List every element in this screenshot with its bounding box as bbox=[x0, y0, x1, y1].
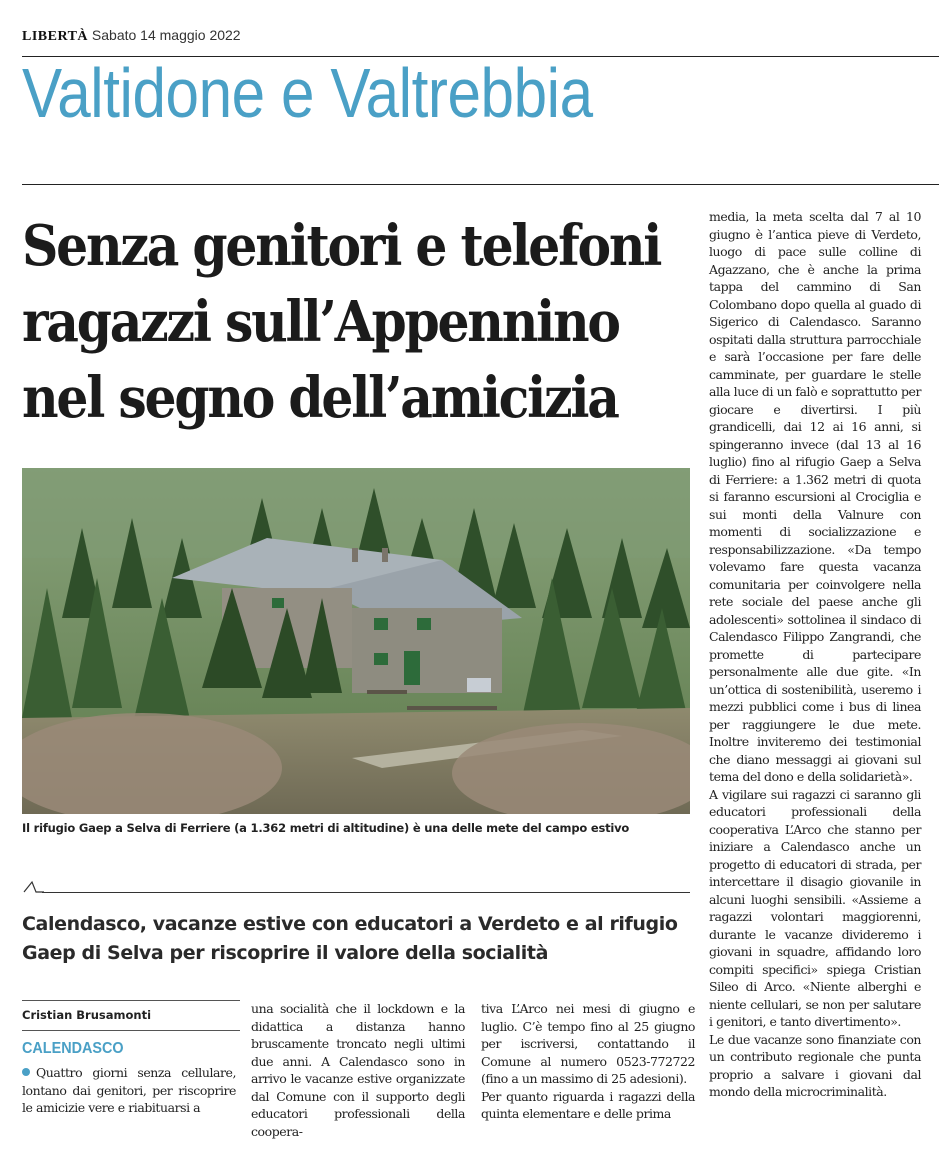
body-text: A vigilare sui ragazzi ci saranno gli educatori professionali della cooperativa L’Arco che stanno per iniziare a Calendasco anche un progetto di educatori di strada, per intercettare il disagio giovanile in alcuni luoghi sensibili. «Assieme a ragazzi volontari maggiorenni, durante le vacanze divideremo i giovani in squadre, affidando loro compiti specifici» spiega Cristian Sileo di Arco. «Niente alberghi e niente cellulari, se non per salutare i genitori, e tanto divertimento». bbox=[709, 786, 921, 1029]
bullet-icon bbox=[22, 1068, 30, 1076]
body-text: una socialità che il lockdown e la didattica a distanza hanno bruscamente troncato negli ultimi due anni. A Calendasco sono in arrivo le vacanze estive organizzate dal Comune con il supporto degli educatori professionali della coopera- bbox=[251, 1001, 465, 1139]
body-text: Quattro giorni senza cellulare, lontano dai genitori, per riscoprire le amicizie vere e riabituarsi a bbox=[22, 1065, 236, 1115]
mountain-refuge-photo-icon bbox=[22, 468, 690, 814]
headline-line: Senza genitori e telefoni bbox=[22, 213, 661, 279]
byline-rule bbox=[22, 1000, 240, 1001]
refuge-photo bbox=[22, 468, 690, 814]
body-text: tiva L’Arco nei mesi di giugno e luglio. C’è tempo fino al 25 giugno per iscriversi, contattando il Comune al numero 0523-772722 (fino a un massimo di 25 adesioni). bbox=[481, 1001, 695, 1086]
photo-caption: Il rifugio Gaep a Selva di Ferriere (a 1.362 metri di altitudine) è una delle mete del campo estivo bbox=[22, 821, 630, 835]
body-column-2 bbox=[251, 1000, 465, 1140]
body-text: Per quanto riguarda i ragazzi della quinta elementare e delle prima bbox=[481, 1088, 695, 1121]
article-headline bbox=[22, 208, 702, 436]
body-column-3 bbox=[481, 1000, 695, 1123]
headline-line: nel segno dell’amicizia bbox=[22, 365, 618, 431]
newspaper-brand: LIBERTÀ bbox=[22, 29, 89, 44]
headline-line: ragazzi sull’Appennino bbox=[22, 289, 619, 355]
byline-rule bbox=[22, 1030, 240, 1031]
author-byline: Cristian Brusamonti bbox=[22, 1008, 152, 1022]
divider-rule bbox=[42, 892, 690, 893]
article-subtitle: Calendasco, vacanze estive con educatori a Verdeto e al rifugio Gaep di Selva per riscoprire il valore della socialità bbox=[22, 913, 678, 964]
body-text: media, la meta scelta dal 7 al 10 giugno è l’antica pieve di Verdeto, luogo di pace sulle colline di Agazzano, che è anche la prima tappa del cammino di San Colombano dopo quella al guado di Sigerico di Calendasco. Saranno ospitati dalla struttura parrocchiale e sarà l’occasione per fare delle camminate, per guardare le stelle alla luce di un falò e soprattutto per giocare e divertirsi. I più grandicelli, dai 12 ai 16 anni, si spingeranno invece (dal 13 al 16 luglio) fino al rifugio Gaep a Selva di Ferriere: a 1.362 metri di quota si faranno escursioni al Crociglia e sui monti della Valnure con momenti di socializzazione e responsabilizzazione. «Da tempo volevamo fare questa vacanza comunitaria per coinvolgere nella rete sociale del paese anche gli adolescenti» sottolinea il sindaco di Calendasco Filippo Zangrandi, che promette di partecipare personalmente alle due gite. «In un’ottica di sostenibilità, useremo i mezzi pubblici come i bus di linea per raggiungere le due mete. Inoltre inviteremo dei testimonial che diano messaggi ai giovani sul tema del dono e della solidarietà». bbox=[709, 209, 921, 784]
issue-date: Sabato 14 maggio 2022 bbox=[91, 27, 241, 43]
masthead bbox=[22, 27, 241, 45]
body-column-4 bbox=[709, 208, 921, 1101]
section-rule bbox=[22, 184, 939, 185]
dateline: CALENDASCO bbox=[22, 1040, 124, 1057]
body-column-1 bbox=[22, 1064, 236, 1117]
section-title: Valtidone e Valtrebbia bbox=[22, 54, 593, 132]
body-text: Le due vacanze sono finanziate con un contributo regionale che punta proprio a salvare i giovani dal mondo della microcriminalità. bbox=[709, 1031, 921, 1099]
